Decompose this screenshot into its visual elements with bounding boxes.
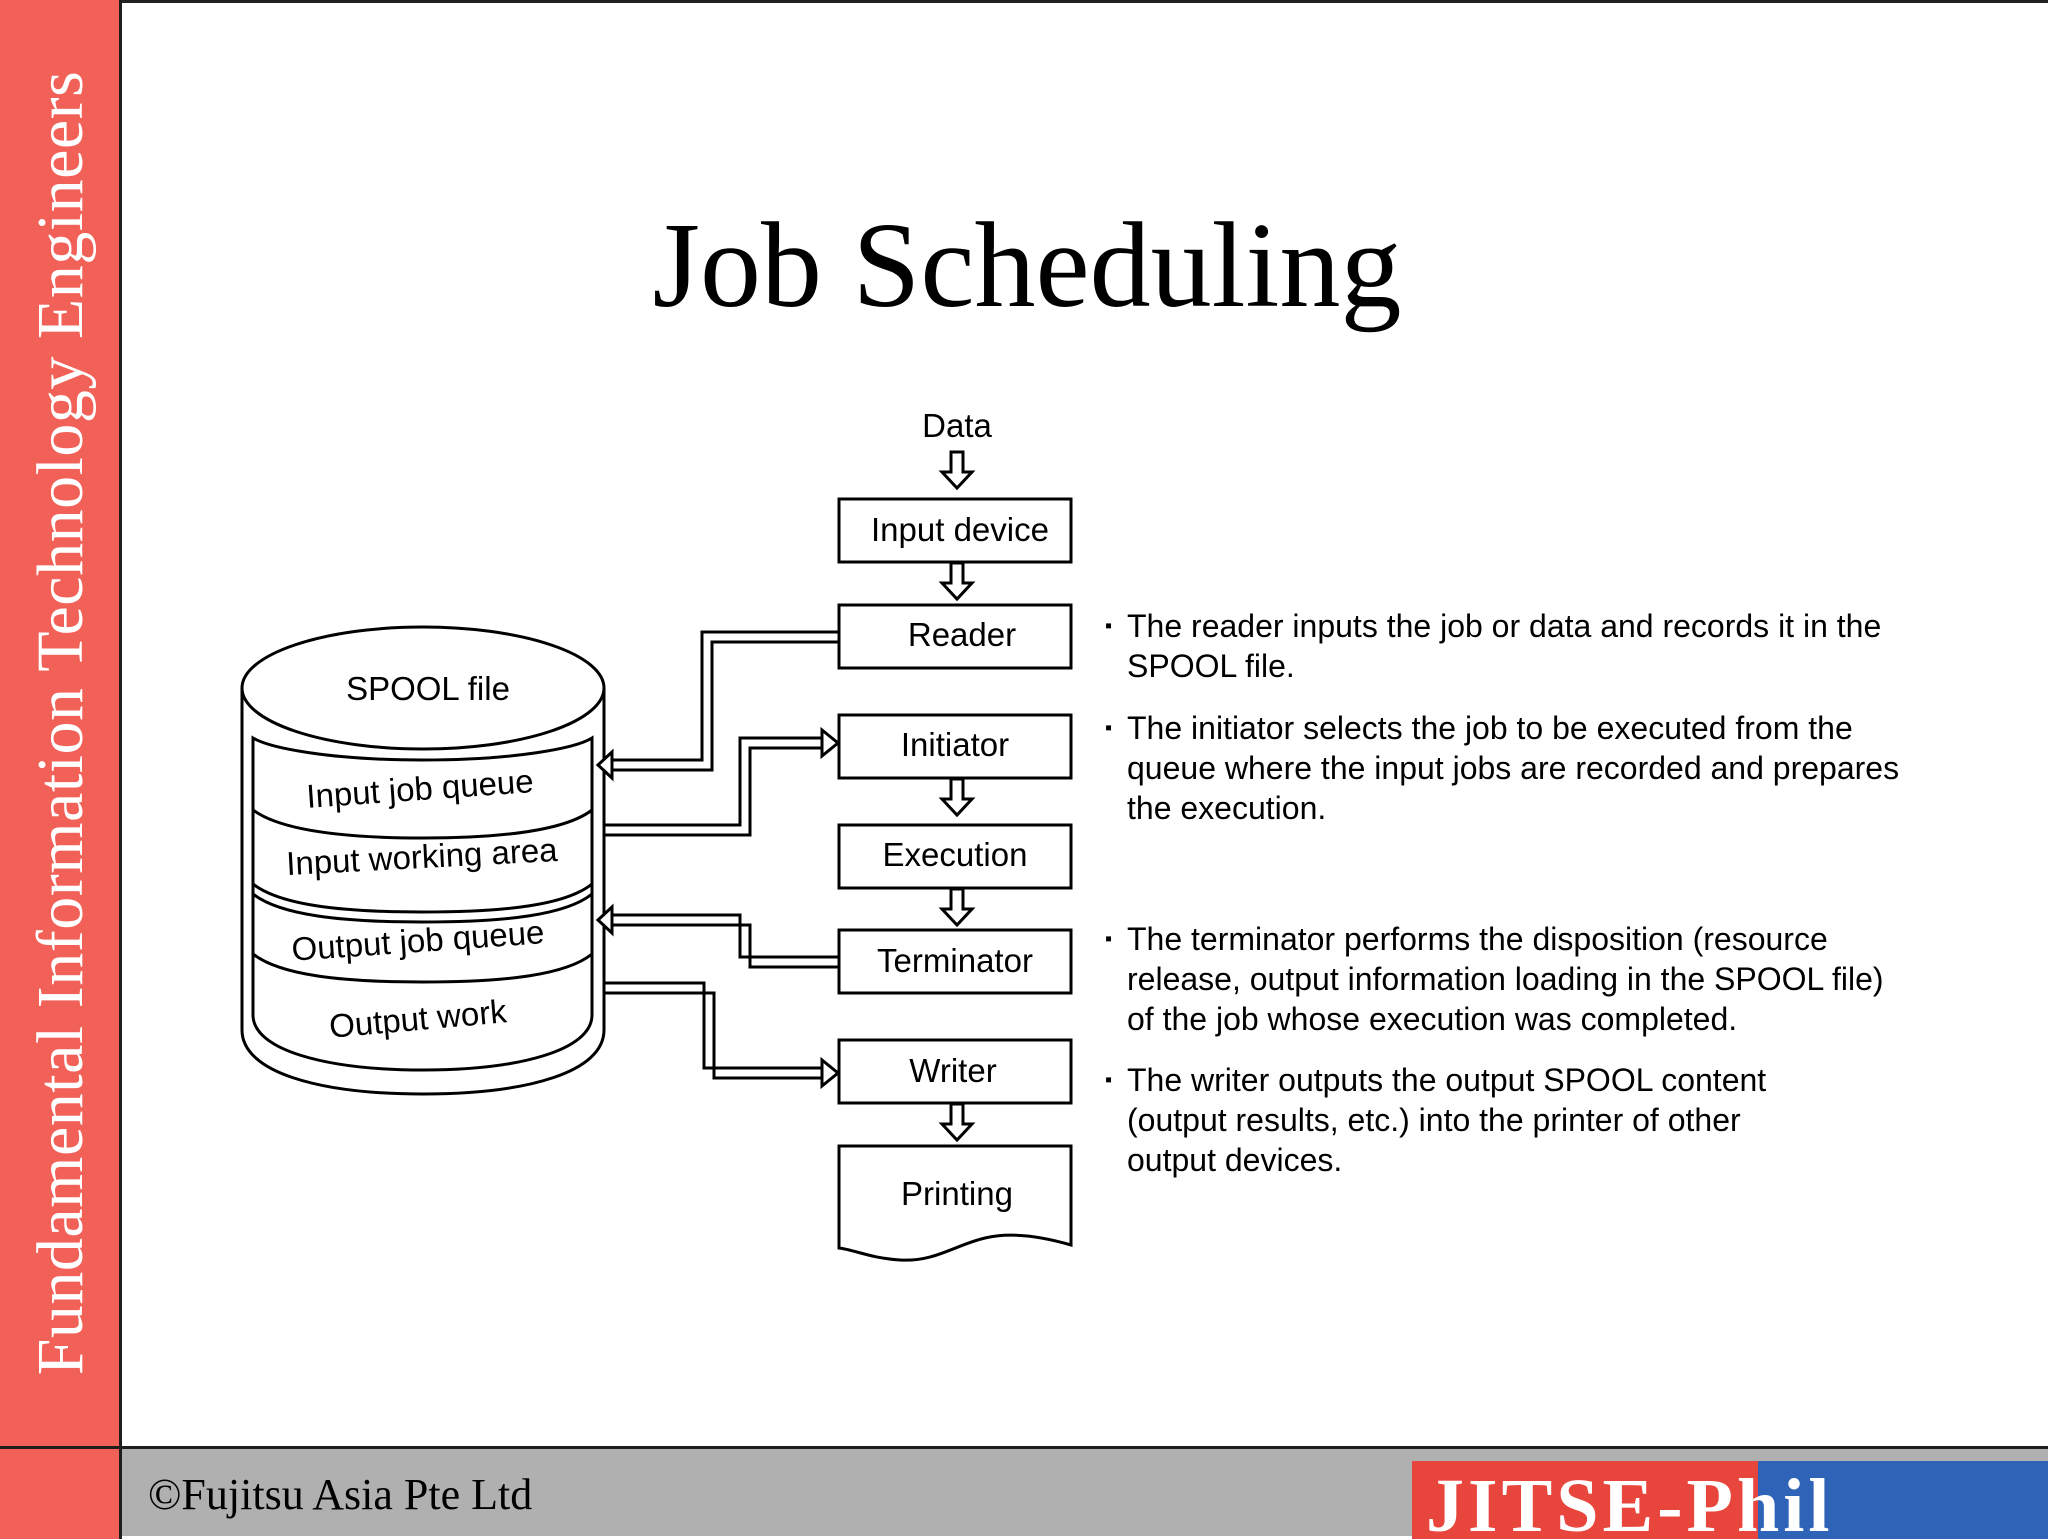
data-label: Data [922, 407, 992, 444]
printing-label: Printing [901, 1175, 1013, 1212]
writer-annotation-line: The writer outputs the output SPOOL content [1127, 1062, 1767, 1098]
initiator-annotation-line: The initiator selects the job to be executed from the [1127, 710, 1853, 746]
arrow-data-to-input [942, 452, 972, 488]
bullet-icon: ▪ [1105, 717, 1113, 739]
connector-reader-to-input-queue [598, 632, 839, 778]
logo-text: JITSE-Phil [1426, 1464, 1834, 1539]
output-work-label: Output work [327, 992, 509, 1045]
jitse-phil-logo [1412, 1461, 2048, 1539]
input-device-box [839, 499, 1071, 562]
arrow-initiator-to-execution [942, 779, 972, 815]
writer-annotation [1105, 1060, 1767, 1180]
arrow-input-to-reader [942, 563, 972, 599]
execution-box [839, 825, 1071, 888]
printing-document [839, 1146, 1071, 1260]
terminator-annotation [1105, 919, 1884, 1039]
terminator-label: Terminator [877, 942, 1033, 979]
connector-terminator-to-output-queue [598, 907, 839, 967]
writer-annotation-line: output devices. [1127, 1142, 1343, 1178]
footer-bar [0, 1446, 2048, 1539]
writer-annotation-line: (output results, etc.) into the printer of other [1127, 1102, 1741, 1138]
input-device-label: Input device [871, 511, 1049, 548]
reader-annotation-line: SPOOL file. [1127, 648, 1295, 684]
input-working-area-label: Input working area [285, 830, 559, 883]
reader-box [839, 605, 1071, 668]
initiator-box [839, 715, 1071, 778]
terminator-annotation-line: of the job whose execution was completed. [1127, 1001, 1738, 1037]
connector-output-work-to-writer [604, 983, 838, 1086]
initiator-annotation [1105, 708, 1900, 828]
writer-label: Writer [909, 1052, 997, 1089]
terminator-annotation-line: release, output information loading in the SPOOL file) [1127, 961, 1884, 997]
arrow-execution-to-terminator [942, 889, 972, 925]
bullet-icon: ▪ [1105, 928, 1113, 950]
reader-annotation [1105, 606, 1882, 686]
copyright-text: ©Fujitsu Asia Pte Ltd [148, 1470, 533, 1519]
terminator-box [839, 930, 1071, 993]
output-job-queue-label: Output job queue [290, 913, 546, 968]
slide-title: Job Scheduling [652, 198, 1402, 333]
writer-box [839, 1040, 1071, 1103]
initiator-annotation-line: queue where the input jobs are recorded and prepares [1127, 750, 1900, 786]
spool-file-title: SPOOL file [346, 670, 510, 707]
bullet-icon: ▪ [1105, 1069, 1113, 1091]
initiator-annotation-line: the execution. [1127, 790, 1327, 826]
bullet-icon: ▪ [1105, 615, 1113, 637]
reader-annotation-line: The reader inputs the job or data and records it in the [1127, 608, 1882, 644]
initiator-label: Initiator [900, 726, 1010, 763]
terminator-annotation-line: The terminator performs the disposition (resource [1127, 921, 1828, 957]
execution-label: Execution [882, 836, 1028, 873]
input-job-queue-label: Input job queue [305, 762, 535, 815]
sidebar-title: Fundamental Information Technology Engineers [24, 70, 97, 1376]
footer-accent-strip [0, 1449, 122, 1539]
reader-label: Reader [907, 616, 1017, 653]
connector-input-area-to-initiator [604, 730, 838, 835]
arrow-writer-to-printing [942, 1104, 972, 1140]
